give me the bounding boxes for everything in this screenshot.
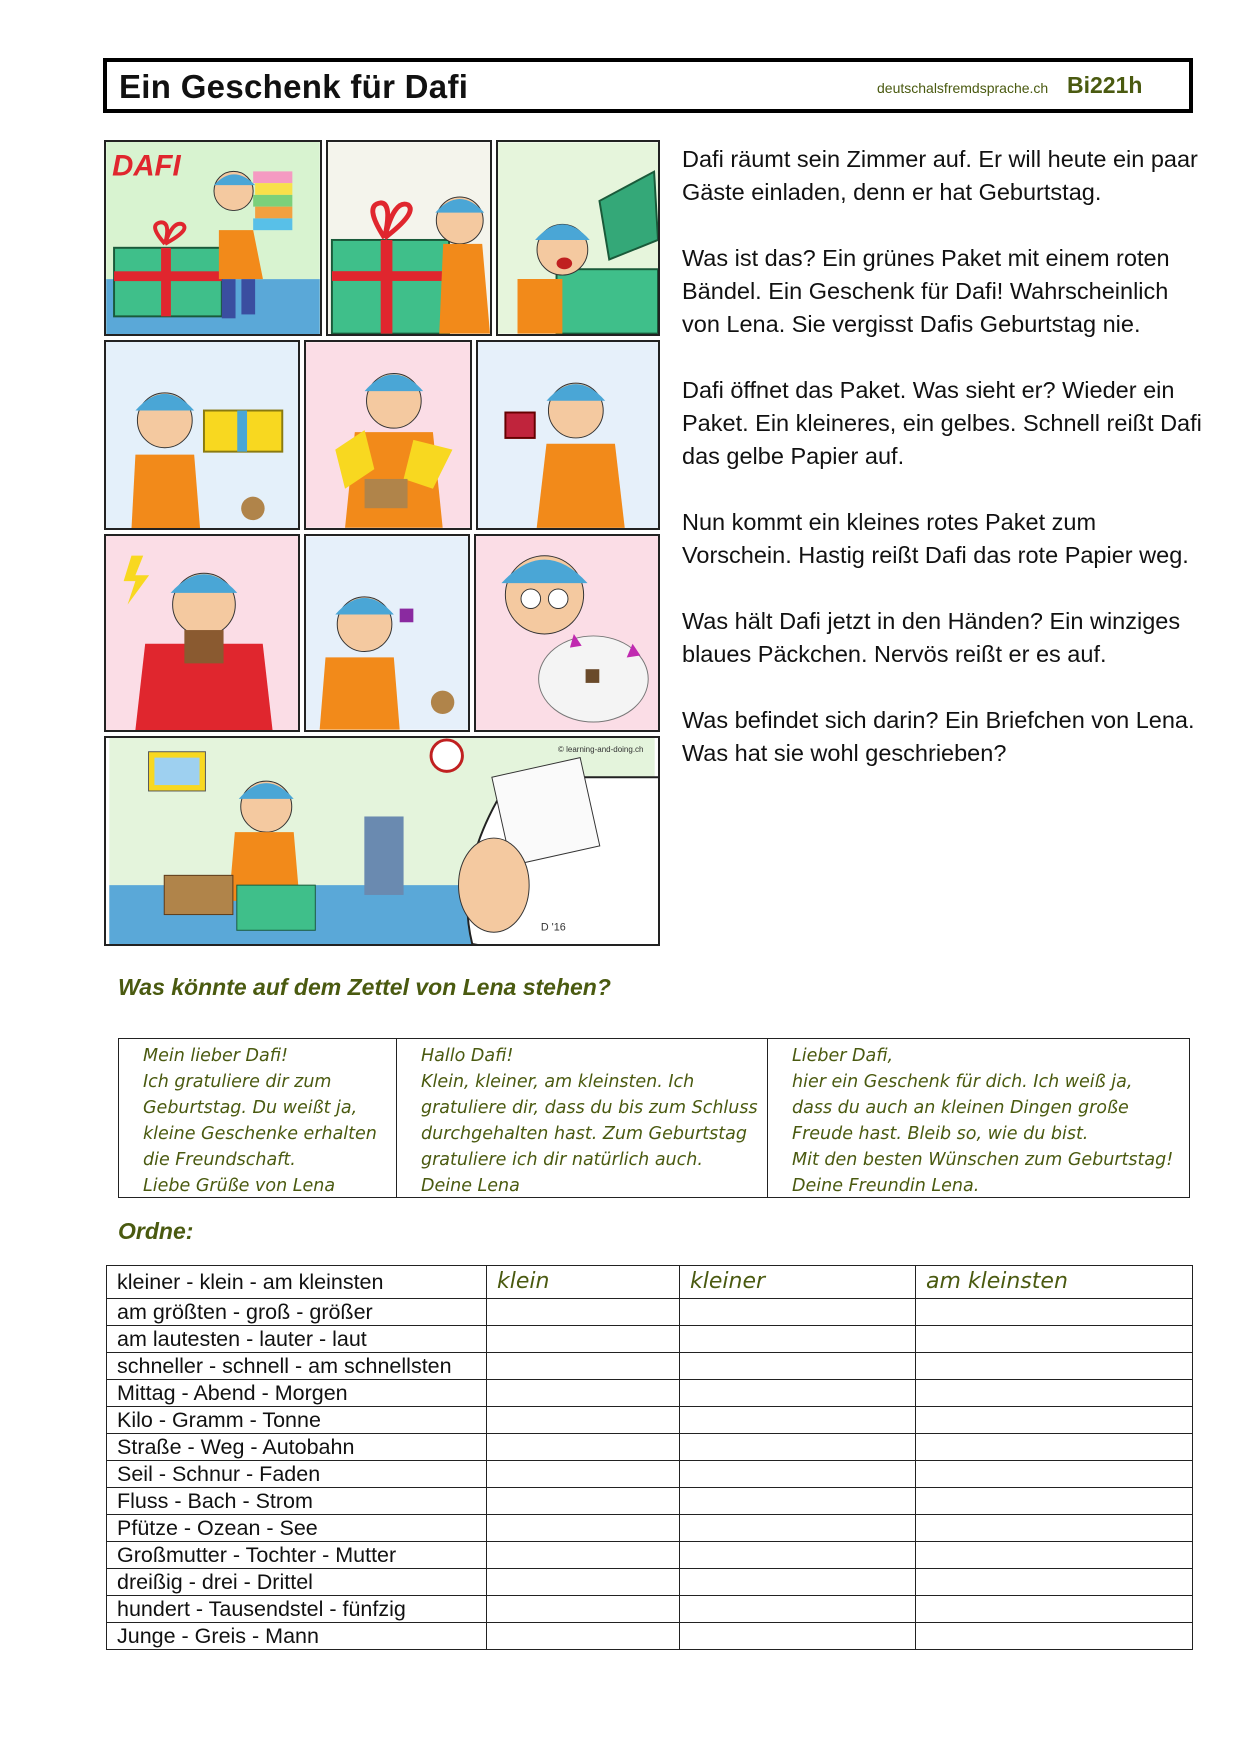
letter-line: Liebe Grüße von Lena — [143, 1176, 336, 1196]
comic-panel-5 — [304, 340, 472, 530]
story-text — [682, 143, 1202, 803]
word-group: am größten - groß - größer — [107, 1299, 487, 1326]
story-paragraph: Nun kommt ein kleines rotes Paket zum Vorschein. Hastig reißt Dafi das rote Papier weg. — [682, 509, 1189, 568]
word-group: am lautesten - lauter - laut — [107, 1326, 487, 1353]
table-row — [107, 1623, 1193, 1650]
comic-panel-1 — [104, 140, 322, 336]
comic-copyright: © learning-and-doing.ch — [558, 745, 644, 754]
answer-cell-2[interactable] — [680, 1299, 916, 1326]
answer-cell-2[interactable] — [680, 1623, 916, 1650]
answer-cell-1[interactable] — [487, 1380, 680, 1407]
answer-cell-3[interactable] — [916, 1434, 1193, 1461]
letter-line: Mein lieber Dafi! — [143, 1046, 289, 1066]
artist-signature: D '16 — [540, 921, 566, 934]
word-group: Kilo - Gramm - Tonne — [107, 1407, 487, 1434]
table-row — [107, 1380, 1193, 1407]
letter-line: kleine Geschenke erhalten — [143, 1124, 377, 1144]
word-group: Junge - Greis - Mann — [107, 1623, 487, 1650]
comic-panel-3 — [496, 140, 660, 336]
answer-cell-1[interactable] — [487, 1515, 680, 1542]
table-row — [107, 1353, 1193, 1380]
letter-line: Freude hast. Bleib so, wie du bist. — [792, 1124, 1089, 1144]
ordne-label: Ordne: — [118, 1218, 194, 1244]
table-row — [107, 1407, 1193, 1434]
word-group: hundert - Tausendstel - fünfzig — [107, 1596, 487, 1623]
table-row — [107, 1515, 1193, 1542]
comic-panel-4 — [104, 340, 300, 530]
answer-cell-3[interactable] — [916, 1569, 1193, 1596]
answer-cell-3[interactable] — [916, 1515, 1193, 1542]
letter-line: Deine Lena — [421, 1176, 520, 1196]
answer-cell-1[interactable] — [487, 1623, 680, 1650]
answer-cell-2[interactable] — [680, 1596, 916, 1623]
letter-option-1[interactable] — [119, 1039, 397, 1197]
letter-line: Deine Freundin Lena. — [792, 1176, 980, 1196]
table-row — [107, 1542, 1193, 1569]
comic-panel-8-image — [306, 536, 468, 730]
comic-panel-8 — [304, 534, 470, 732]
answer-cell-3[interactable] — [916, 1488, 1193, 1515]
comic-panel-3-image — [498, 142, 658, 334]
word-group: schneller - schnell - am schnellsten — [107, 1353, 487, 1380]
comic-panel-2-image — [328, 142, 490, 334]
comic-panel-10-image — [106, 738, 658, 944]
letter-line: Mit den besten Wünschen zum Geburtstag! — [792, 1150, 1174, 1170]
comic-panel-9 — [474, 534, 660, 732]
answer-cell-1[interactable] — [487, 1461, 680, 1488]
comic-panel-4-image — [106, 342, 298, 528]
comic-panel-6 — [476, 340, 660, 530]
comic-panel-10 — [104, 736, 660, 946]
table-row — [107, 1488, 1193, 1515]
answer-cell-3[interactable] — [916, 1326, 1193, 1353]
answer-cell-2[interactable] — [680, 1326, 916, 1353]
letter-line: Hallo Dafi! — [421, 1046, 514, 1066]
answer-cell-2[interactable] — [680, 1461, 916, 1488]
letter-line: Klein, kleiner, am kleinsten. Ich — [421, 1072, 695, 1092]
word-group: Seil - Schnur - Faden — [107, 1461, 487, 1488]
example-row — [107, 1266, 1193, 1299]
letter-line: Ich gratuliere dir zum — [143, 1072, 332, 1092]
letter-line: dass du auch an kleinen Dingen große — [792, 1098, 1129, 1118]
table-row — [107, 1299, 1193, 1326]
page-title: Ein Geschenk für Dafi — [119, 68, 469, 105]
word-group: dreißig - drei - Drittel — [107, 1569, 487, 1596]
story-paragraph: Was befindet sich darin? Ein Briefchen von Lena. Was hat sie wohl geschrieben? — [682, 707, 1195, 766]
answer-cell-2[interactable] — [680, 1407, 916, 1434]
letter-line: Lieber Dafi, — [792, 1046, 894, 1066]
answer-cell-1[interactable] — [487, 1326, 680, 1353]
table-row — [107, 1326, 1193, 1353]
answer-cell-2[interactable] — [680, 1515, 916, 1542]
letter-line: gratuliere dir, dass du bis zum Schluss — [421, 1098, 758, 1118]
answer-cell-3[interactable] — [916, 1380, 1193, 1407]
comic-panel-6-image — [478, 342, 658, 528]
letter-line: durchgehalten hast. Zum Geburtstag — [421, 1124, 747, 1144]
worksheet-header — [103, 58, 1193, 113]
comic-panel-7-image — [106, 536, 298, 730]
comic-panel-9-image — [476, 536, 658, 730]
answer-cell-3[interactable] — [916, 1353, 1193, 1380]
answer-cell-3[interactable] — [916, 1407, 1193, 1434]
task-question: Was könnte auf dem Zettel von Lena stehen? — [118, 974, 611, 1000]
letter-options — [118, 1038, 1190, 1198]
answer-cell-3[interactable] — [916, 1542, 1193, 1569]
answer-cell-3[interactable] — [916, 1299, 1193, 1326]
answer-cell-1[interactable] — [487, 1353, 680, 1380]
comic-panel-7 — [104, 534, 300, 732]
table-row — [107, 1461, 1193, 1488]
letter-line: gratuliere ich dir natürlich auch. — [421, 1150, 703, 1170]
story-paragraph: Was ist das? Ein grünes Paket mit einem roten Bändel. Ein Geschenk für Dafi! Wahrscheinlich von Lena. Sie vergisst Dafis Geburtstag nie. — [682, 245, 1170, 337]
letter-option-2[interactable] — [397, 1039, 768, 1197]
table-row — [107, 1569, 1193, 1596]
worksheet-code: Bi221h — [1067, 72, 1143, 98]
comic-panel-2 — [326, 140, 492, 336]
answer-cell-2[interactable] — [680, 1353, 916, 1380]
comic-panel-5-image — [306, 342, 470, 528]
answer-cell-1[interactable] — [487, 1569, 680, 1596]
answer-cell-2[interactable] — [680, 1542, 916, 1569]
answer-cell-1[interactable]: klein — [487, 1266, 680, 1299]
word-group: Pfütze - Ozean - See — [107, 1515, 487, 1542]
table-row — [107, 1596, 1193, 1623]
word-group: kleiner - klein - am kleinsten — [107, 1266, 487, 1299]
answer-cell-1[interactable] — [487, 1434, 680, 1461]
answer-cell-3[interactable] — [916, 1623, 1193, 1650]
answer-cell-1[interactable] — [487, 1407, 680, 1434]
letter-line: die Freundschaft. — [143, 1150, 296, 1170]
story-paragraph: Dafi öffnet das Paket. Was sieht er? Wieder ein Paket. Ein kleineres, ein gelbes. Schnell reißt Dafi das gelbe Papier auf. — [682, 377, 1202, 469]
ordering-table — [106, 1265, 1193, 1650]
answer-cell-1[interactable] — [487, 1488, 680, 1515]
answer-cell-3[interactable] — [916, 1461, 1193, 1488]
word-group: Fluss - Bach - Strom — [107, 1488, 487, 1515]
word-group: Mittag - Abend - Morgen — [107, 1380, 487, 1407]
answer-cell-3[interactable] — [916, 1596, 1193, 1623]
answer-cell-2[interactable] — [680, 1569, 916, 1596]
table-row — [107, 1434, 1193, 1461]
word-group: Großmutter - Tochter - Mutter — [107, 1542, 487, 1569]
answer-cell-2[interactable]: kleiner — [680, 1266, 916, 1299]
letter-line: Geburtstag. Du weißt ja, — [143, 1098, 358, 1118]
story-paragraph: Was hält Dafi jetzt in den Händen? Ein winziges blaues Päckchen. Nervös reißt er es auf. — [682, 608, 1181, 667]
dafi-logo: DAFI — [112, 149, 181, 183]
answer-cell-2[interactable] — [680, 1488, 916, 1515]
answer-cell-1[interactable] — [487, 1299, 680, 1326]
letter-option-3[interactable] — [768, 1039, 1189, 1197]
comic-panel-1-image — [106, 142, 320, 334]
answer-cell-2[interactable] — [680, 1380, 916, 1407]
answer-cell-3[interactable]: am kleinsten — [916, 1266, 1193, 1299]
answer-cell-2[interactable] — [680, 1434, 916, 1461]
letter-line: hier ein Geschenk für dich. Ich weiß ja, — [792, 1072, 1133, 1092]
word-group: Straße - Weg - Autobahn — [107, 1434, 487, 1461]
comic-strip — [104, 140, 660, 955]
site-name: deutschalsfremdsprache.ch — [877, 80, 1049, 96]
answer-cell-1[interactable] — [487, 1542, 680, 1569]
answer-cell-1[interactable] — [487, 1596, 680, 1623]
story-paragraph: Dafi räumt sein Zimmer auf. Er will heute ein paar Gäste einladen, denn er hat Geburtstag. — [682, 146, 1198, 205]
